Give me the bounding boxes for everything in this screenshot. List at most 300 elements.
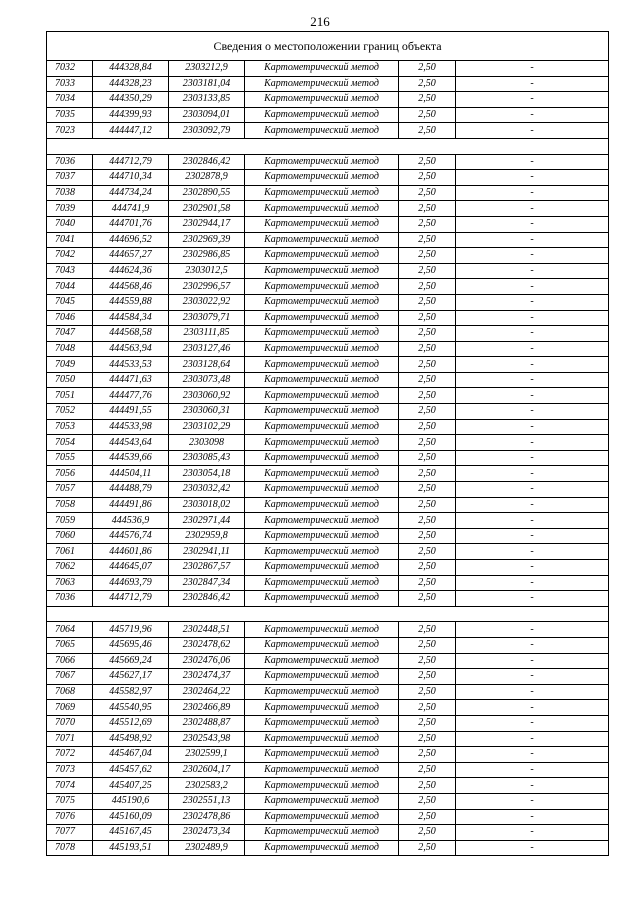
cell-coord-y: 2303085,43 <box>169 450 245 466</box>
cell-coord-x: 444491,86 <box>93 497 169 513</box>
group-separator-row <box>47 606 609 622</box>
cell-precision: 2,50 <box>399 372 456 388</box>
cell-point-number: 7048 <box>47 341 93 357</box>
cell-precision: 2,50 <box>399 544 456 560</box>
cell-coord-x: 444559,88 <box>93 294 169 310</box>
cell-coord-x: 444741,9 <box>93 201 169 217</box>
cell-description: - <box>456 715 609 731</box>
cell-method: Картометрический метод <box>245 778 399 794</box>
cell-coord-y: 2302971,44 <box>169 513 245 529</box>
cell-coord-x: 444701,76 <box>93 216 169 232</box>
table-row <box>47 637 609 653</box>
cell-method: Картометрический метод <box>245 263 399 279</box>
cell-method: Картометрический метод <box>245 216 399 232</box>
cell-precision: 2,50 <box>399 825 456 841</box>
cell-method: Картометрический метод <box>245 372 399 388</box>
cell-precision: 2,50 <box>399 279 456 295</box>
cell-method: Картометрический метод <box>245 591 399 607</box>
cell-method: Картометрический метод <box>245 825 399 841</box>
table-row <box>47 840 609 856</box>
cell-method: Картометрический метод <box>245 123 399 139</box>
cell-coord-y: 2302466,89 <box>169 700 245 716</box>
cell-method: Картометрический метод <box>245 715 399 731</box>
cell-description: - <box>456 482 609 498</box>
cell-method: Картометрический метод <box>245 419 399 435</box>
cell-coord-y: 2302846,42 <box>169 591 245 607</box>
cell-point-number: 7062 <box>47 560 93 576</box>
cell-point-number: 7067 <box>47 669 93 685</box>
cell-precision: 2,50 <box>399 653 456 669</box>
cell-description: - <box>456 700 609 716</box>
cell-precision: 2,50 <box>399 747 456 763</box>
cell-coord-x: 445167,45 <box>93 825 169 841</box>
cell-precision: 2,50 <box>399 310 456 326</box>
cell-precision: 2,50 <box>399 840 456 856</box>
cell-coord-x: 444624,36 <box>93 263 169 279</box>
cell-coord-x: 444533,53 <box>93 357 169 373</box>
cell-precision: 2,50 <box>399 216 456 232</box>
cell-method: Картометрический метод <box>245 513 399 529</box>
cell-description: - <box>456 450 609 466</box>
cell-precision: 2,50 <box>399 715 456 731</box>
cell-coord-x: 445512,69 <box>93 715 169 731</box>
cell-coord-y: 2302488,87 <box>169 715 245 731</box>
cell-precision: 2,50 <box>399 154 456 170</box>
cell-precision: 2,50 <box>399 637 456 653</box>
cell-point-number: 7034 <box>47 92 93 108</box>
cell-coord-y: 2303079,71 <box>169 310 245 326</box>
cell-method: Картометрический метод <box>245 357 399 373</box>
cell-method: Картометрический метод <box>245 840 399 856</box>
cell-precision: 2,50 <box>399 497 456 513</box>
cell-precision: 2,50 <box>399 185 456 201</box>
cell-description: - <box>456 263 609 279</box>
cell-coord-y: 2303133,85 <box>169 92 245 108</box>
cell-method: Картометрический метод <box>245 731 399 747</box>
cell-method: Картометрический метод <box>245 294 399 310</box>
cell-coord-x: 444645,07 <box>93 560 169 576</box>
cell-precision: 2,50 <box>399 263 456 279</box>
cell-coord-x: 445669,24 <box>93 653 169 669</box>
cell-description: - <box>456 107 609 123</box>
boundary-table-container <box>46 31 608 856</box>
cell-description: - <box>456 326 609 342</box>
cell-precision: 2,50 <box>399 731 456 747</box>
cell-coord-x: 445467,04 <box>93 747 169 763</box>
table-row <box>47 528 609 544</box>
cell-coord-y: 2303128,64 <box>169 357 245 373</box>
cell-precision: 2,50 <box>399 669 456 685</box>
cell-point-number: 7074 <box>47 778 93 794</box>
cell-coord-y: 2302959,8 <box>169 528 245 544</box>
cell-precision: 2,50 <box>399 326 456 342</box>
group-separator-cell <box>47 606 609 622</box>
cell-description: - <box>456 61 609 77</box>
cell-precision: 2,50 <box>399 123 456 139</box>
table-row <box>47 357 609 373</box>
cell-coord-x: 444543,64 <box>93 435 169 451</box>
cell-description: - <box>456 357 609 373</box>
cell-point-number: 7077 <box>47 825 93 841</box>
table-row <box>47 123 609 139</box>
table-row <box>47 419 609 435</box>
cell-method: Картометрический метод <box>245 653 399 669</box>
cell-method: Картометрический метод <box>245 482 399 498</box>
cell-coord-x: 444471,63 <box>93 372 169 388</box>
table-row <box>47 263 609 279</box>
cell-coord-x: 445498,92 <box>93 731 169 747</box>
cell-point-number: 7032 <box>47 61 93 77</box>
cell-method: Картометрический метод <box>245 700 399 716</box>
cell-coord-y: 2302474,37 <box>169 669 245 685</box>
cell-description: - <box>456 747 609 763</box>
cell-description: - <box>456 762 609 778</box>
table-title: Сведения о местоположении границ объекта <box>47 32 609 61</box>
table-row <box>47 154 609 170</box>
cell-coord-x: 444539,66 <box>93 450 169 466</box>
cell-precision: 2,50 <box>399 591 456 607</box>
table-row <box>47 107 609 123</box>
cell-coord-y: 2302478,62 <box>169 637 245 653</box>
cell-coord-x: 444477,76 <box>93 388 169 404</box>
table-row <box>47 185 609 201</box>
boundary-coordinates-table <box>46 31 609 856</box>
cell-description: - <box>456 123 609 139</box>
cell-point-number: 7070 <box>47 715 93 731</box>
table-title-row <box>47 32 609 61</box>
cell-description: - <box>456 591 609 607</box>
cell-coord-y: 2302448,51 <box>169 622 245 638</box>
cell-point-number: 7066 <box>47 653 93 669</box>
table-row <box>47 388 609 404</box>
cell-precision: 2,50 <box>399 419 456 435</box>
table-row <box>47 232 609 248</box>
cell-coord-x: 445627,17 <box>93 669 169 685</box>
cell-method: Картометрический метод <box>245 669 399 685</box>
cell-precision: 2,50 <box>399 560 456 576</box>
cell-point-number: 7050 <box>47 372 93 388</box>
cell-coord-x: 445582,97 <box>93 684 169 700</box>
cell-coord-y: 2303060,31 <box>169 404 245 420</box>
table-row <box>47 248 609 264</box>
cell-precision: 2,50 <box>399 450 456 466</box>
cell-precision: 2,50 <box>399 778 456 794</box>
cell-point-number: 7052 <box>47 404 93 420</box>
cell-description: - <box>456 825 609 841</box>
cell-coord-x: 444693,79 <box>93 575 169 591</box>
cell-coord-y: 2302996,57 <box>169 279 245 295</box>
cell-coord-y: 2302489,9 <box>169 840 245 856</box>
cell-description: - <box>456 248 609 264</box>
cell-coord-x: 445407,25 <box>93 778 169 794</box>
cell-precision: 2,50 <box>399 232 456 248</box>
cell-coord-x: 444576,74 <box>93 528 169 544</box>
table-row <box>47 279 609 295</box>
cell-description: - <box>456 731 609 747</box>
cell-coord-x: 444696,52 <box>93 232 169 248</box>
cell-description: - <box>456 419 609 435</box>
table-row <box>47 61 609 77</box>
cell-method: Картометрический метод <box>245 404 399 420</box>
cell-coord-y: 2302878,9 <box>169 170 245 186</box>
cell-method: Картометрический метод <box>245 388 399 404</box>
cell-point-number: 7042 <box>47 248 93 264</box>
cell-coord-x: 444491,55 <box>93 404 169 420</box>
table-row <box>47 92 609 108</box>
cell-point-number: 7058 <box>47 497 93 513</box>
cell-coord-x: 445160,09 <box>93 809 169 825</box>
cell-point-number: 7061 <box>47 544 93 560</box>
cell-point-number: 7064 <box>47 622 93 638</box>
cell-method: Картометрический метод <box>245 341 399 357</box>
cell-point-number: 7038 <box>47 185 93 201</box>
cell-coord-y: 2302969,39 <box>169 232 245 248</box>
cell-description: - <box>456 809 609 825</box>
table-row <box>47 793 609 809</box>
cell-coord-x: 444328,23 <box>93 76 169 92</box>
cell-coord-x: 445540,95 <box>93 700 169 716</box>
cell-point-number: 7068 <box>47 684 93 700</box>
cell-coord-x: 444657,27 <box>93 248 169 264</box>
cell-method: Картометрический метод <box>245 232 399 248</box>
cell-precision: 2,50 <box>399 762 456 778</box>
cell-description: - <box>456 310 609 326</box>
table-row <box>47 170 609 186</box>
cell-point-number: 7039 <box>47 201 93 217</box>
cell-description: - <box>456 575 609 591</box>
table-row <box>47 216 609 232</box>
table-row <box>47 326 609 342</box>
table-row <box>47 809 609 825</box>
cell-coord-x: 444568,58 <box>93 326 169 342</box>
table-row <box>47 731 609 747</box>
cell-method: Картометрический метод <box>245 560 399 576</box>
cell-method: Картометрический метод <box>245 170 399 186</box>
cell-coord-y: 2303111,85 <box>169 326 245 342</box>
cell-description: - <box>456 201 609 217</box>
cell-point-number: 7043 <box>47 263 93 279</box>
table-row <box>47 497 609 513</box>
cell-precision: 2,50 <box>399 622 456 638</box>
cell-coord-y: 2302604,17 <box>169 762 245 778</box>
cell-point-number: 7035 <box>47 107 93 123</box>
table-row <box>47 294 609 310</box>
cell-method: Картометрический метод <box>245 497 399 513</box>
cell-description: - <box>456 279 609 295</box>
cell-method: Картометрический метод <box>245 435 399 451</box>
cell-point-number: 7055 <box>47 450 93 466</box>
cell-method: Картометрический метод <box>245 809 399 825</box>
cell-description: - <box>456 232 609 248</box>
cell-coord-y: 2302846,42 <box>169 154 245 170</box>
cell-method: Картометрический метод <box>245 154 399 170</box>
cell-precision: 2,50 <box>399 92 456 108</box>
cell-method: Картометрический метод <box>245 575 399 591</box>
cell-coord-x: 444536,9 <box>93 513 169 529</box>
cell-method: Картометрический метод <box>245 762 399 778</box>
cell-point-number: 7044 <box>47 279 93 295</box>
table-row <box>47 466 609 482</box>
cell-description: - <box>456 513 609 529</box>
cell-description: - <box>456 170 609 186</box>
cell-description: - <box>456 528 609 544</box>
cell-precision: 2,50 <box>399 575 456 591</box>
table-row <box>47 76 609 92</box>
cell-coord-y: 2302890,55 <box>169 185 245 201</box>
cell-coord-y: 2302944,17 <box>169 216 245 232</box>
table-row <box>47 544 609 560</box>
cell-point-number: 7072 <box>47 747 93 763</box>
cell-coord-y: 2303022,92 <box>169 294 245 310</box>
cell-method: Картометрический метод <box>245 248 399 264</box>
cell-coord-y: 2302583,2 <box>169 778 245 794</box>
cell-method: Картометрический метод <box>245 466 399 482</box>
cell-coord-y: 2303018,02 <box>169 497 245 513</box>
cell-description: - <box>456 404 609 420</box>
cell-point-number: 7065 <box>47 637 93 653</box>
cell-description: - <box>456 497 609 513</box>
cell-method: Картометрический метод <box>245 76 399 92</box>
cell-point-number: 7073 <box>47 762 93 778</box>
table-row <box>47 201 609 217</box>
cell-point-number: 7036 <box>47 591 93 607</box>
cell-point-number: 7023 <box>47 123 93 139</box>
cell-method: Картометрический метод <box>245 201 399 217</box>
cell-method: Картометрический метод <box>245 528 399 544</box>
cell-method: Картометрический метод <box>245 107 399 123</box>
cell-coord-x: 444710,34 <box>93 170 169 186</box>
cell-coord-x: 444584,34 <box>93 310 169 326</box>
cell-coord-x: 445695,46 <box>93 637 169 653</box>
cell-coord-y: 2302941,11 <box>169 544 245 560</box>
cell-point-number: 7033 <box>47 76 93 92</box>
cell-method: Картометрический метод <box>245 310 399 326</box>
cell-method: Картометрический метод <box>245 544 399 560</box>
table-row <box>47 560 609 576</box>
cell-description: - <box>456 684 609 700</box>
cell-description: - <box>456 840 609 856</box>
page-number: 216 <box>310 14 330 29</box>
cell-coord-y: 2303181,04 <box>169 76 245 92</box>
cell-point-number: 7057 <box>47 482 93 498</box>
table-row <box>47 653 609 669</box>
cell-description: - <box>456 435 609 451</box>
cell-precision: 2,50 <box>399 528 456 544</box>
cell-description: - <box>456 92 609 108</box>
cell-coord-y: 2302478,86 <box>169 809 245 825</box>
cell-point-number: 7069 <box>47 700 93 716</box>
cell-description: - <box>456 294 609 310</box>
cell-coord-x: 444447,12 <box>93 123 169 139</box>
cell-method: Картометрический метод <box>245 61 399 77</box>
cell-coord-y: 2303127,46 <box>169 341 245 357</box>
table-row <box>47 778 609 794</box>
table-row <box>47 747 609 763</box>
cell-method: Картометрический метод <box>245 450 399 466</box>
cell-precision: 2,50 <box>399 404 456 420</box>
cell-description: - <box>456 76 609 92</box>
group-separator-cell <box>47 138 609 154</box>
cell-precision: 2,50 <box>399 809 456 825</box>
cell-precision: 2,50 <box>399 435 456 451</box>
cell-coord-y: 2303054,18 <box>169 466 245 482</box>
cell-method: Картометрический метод <box>245 637 399 653</box>
cell-description: - <box>456 653 609 669</box>
table-row <box>47 684 609 700</box>
cell-method: Картометрический метод <box>245 326 399 342</box>
table-row <box>47 591 609 607</box>
cell-precision: 2,50 <box>399 76 456 92</box>
cell-coord-x: 444399,93 <box>93 107 169 123</box>
cell-coord-y: 2303012,5 <box>169 263 245 279</box>
cell-precision: 2,50 <box>399 201 456 217</box>
cell-coord-x: 445193,51 <box>93 840 169 856</box>
cell-precision: 2,50 <box>399 294 456 310</box>
cell-precision: 2,50 <box>399 248 456 264</box>
cell-coord-y: 2303212,9 <box>169 61 245 77</box>
cell-precision: 2,50 <box>399 107 456 123</box>
cell-coord-x: 444601,86 <box>93 544 169 560</box>
cell-point-number: 7075 <box>47 793 93 809</box>
cell-precision: 2,50 <box>399 684 456 700</box>
cell-coord-x: 444533,98 <box>93 419 169 435</box>
cell-description: - <box>456 778 609 794</box>
cell-point-number: 7040 <box>47 216 93 232</box>
cell-description: - <box>456 466 609 482</box>
cell-precision: 2,50 <box>399 357 456 373</box>
cell-point-number: 7047 <box>47 326 93 342</box>
cell-coord-y: 2302901,58 <box>169 201 245 217</box>
cell-coord-x: 444568,46 <box>93 279 169 295</box>
cell-point-number: 7060 <box>47 528 93 544</box>
cell-method: Картометрический метод <box>245 747 399 763</box>
cell-coord-y: 2302599,1 <box>169 747 245 763</box>
cell-point-number: 7037 <box>47 170 93 186</box>
cell-coord-x: 444734,24 <box>93 185 169 201</box>
cell-point-number: 7041 <box>47 232 93 248</box>
cell-coord-x: 444504,11 <box>93 466 169 482</box>
cell-precision: 2,50 <box>399 341 456 357</box>
table-row <box>47 700 609 716</box>
cell-coord-x: 444328,84 <box>93 61 169 77</box>
cell-coord-y: 2303102,29 <box>169 419 245 435</box>
cell-coord-x: 444712,79 <box>93 154 169 170</box>
cell-coord-y: 2302551,13 <box>169 793 245 809</box>
cell-precision: 2,50 <box>399 61 456 77</box>
cell-description: - <box>456 341 609 357</box>
cell-description: - <box>456 216 609 232</box>
cell-point-number: 7049 <box>47 357 93 373</box>
cell-point-number: 7063 <box>47 575 93 591</box>
cell-coord-y: 2302464,22 <box>169 684 245 700</box>
cell-point-number: 7076 <box>47 809 93 825</box>
cell-coord-y: 2303098 <box>169 435 245 451</box>
cell-coord-y: 2302543,98 <box>169 731 245 747</box>
cell-precision: 2,50 <box>399 700 456 716</box>
cell-coord-x: 445457,62 <box>93 762 169 778</box>
cell-description: - <box>456 154 609 170</box>
cell-precision: 2,50 <box>399 388 456 404</box>
cell-coord-y: 2302847,34 <box>169 575 245 591</box>
cell-precision: 2,50 <box>399 466 456 482</box>
cell-precision: 2,50 <box>399 793 456 809</box>
cell-point-number: 7056 <box>47 466 93 482</box>
table-row <box>47 669 609 685</box>
cell-coord-y: 2303094,01 <box>169 107 245 123</box>
table-row <box>47 404 609 420</box>
cell-precision: 2,50 <box>399 513 456 529</box>
cell-coord-x: 444712,79 <box>93 591 169 607</box>
